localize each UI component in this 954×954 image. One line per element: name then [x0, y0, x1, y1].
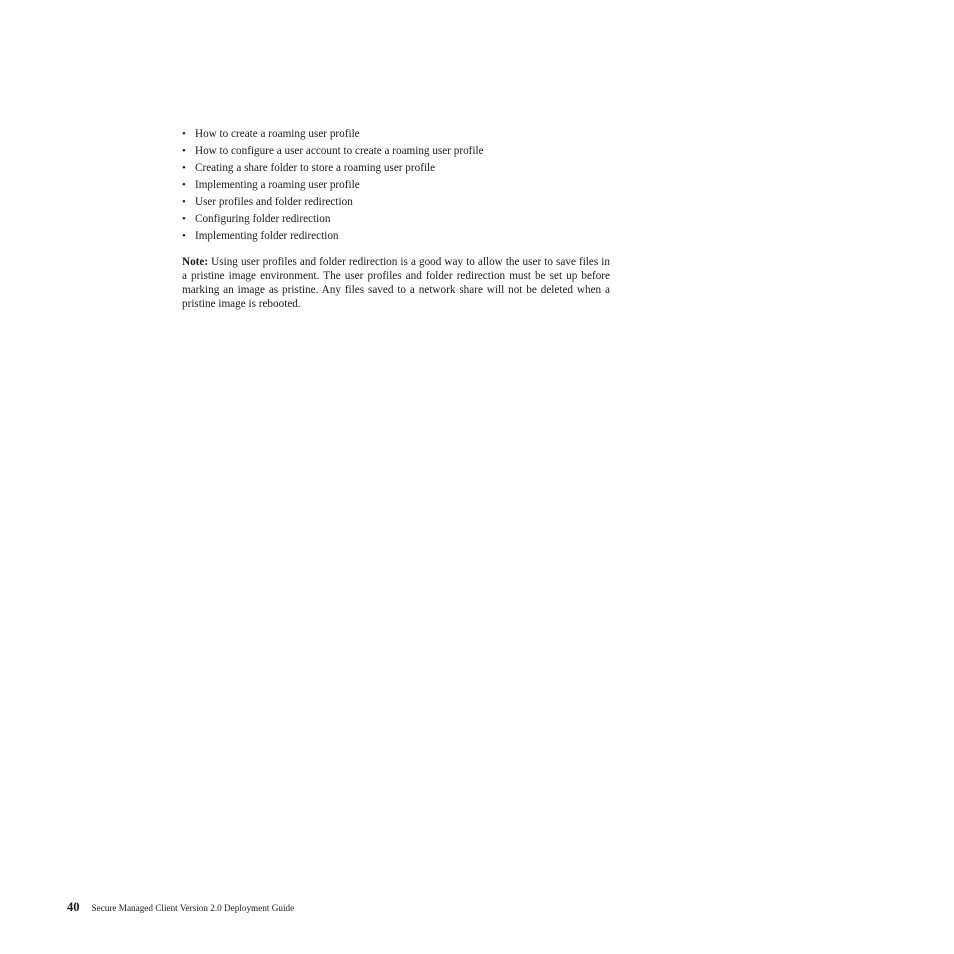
page-footer — [67, 900, 294, 915]
bullet-icon: • — [182, 128, 186, 140]
document-title: Secure Managed Client Version 2.0 Deployment Guide — [91, 903, 295, 913]
bullet-icon: • — [182, 230, 186, 242]
bullet-icon: • — [182, 145, 186, 157]
page-content — [182, 126, 612, 322]
list-item — [182, 211, 612, 228]
bullet-icon: • — [182, 179, 186, 191]
list-item-text: Configuring folder redirection — [195, 213, 331, 225]
list-item — [182, 160, 612, 177]
note-text: Using user profiles and folder redirection is a good way to allow the user to save files in a pristine image environment. The user profiles and folder redirection must be set up before marking an image as pristine. Any files saved to a network share will not be deleted when a pristine image is rebooted. — [182, 256, 611, 310]
list-item — [182, 143, 612, 160]
list-item-text: Implementing a roaming user profile — [195, 179, 360, 191]
list-item-text: How to configure a user account to create a roaming user profile — [195, 145, 484, 157]
list-item — [182, 228, 612, 245]
note-label: Note: — [182, 256, 209, 268]
topic-list — [182, 126, 612, 245]
bullet-icon: • — [182, 196, 186, 208]
list-item — [182, 126, 612, 143]
list-item-text: How to create a roaming user profile — [195, 128, 360, 140]
list-item — [182, 194, 612, 211]
list-item — [182, 177, 612, 194]
page-number: 40 — [67, 900, 80, 914]
bullet-icon: • — [182, 162, 186, 174]
bullet-icon: • — [182, 213, 186, 225]
note-paragraph — [182, 255, 610, 311]
list-item-text: Creating a share folder to store a roaming user profile — [195, 162, 436, 174]
list-item-text: User profiles and folder redirection — [195, 196, 353, 208]
list-item-text: Implementing folder redirection — [195, 230, 339, 242]
